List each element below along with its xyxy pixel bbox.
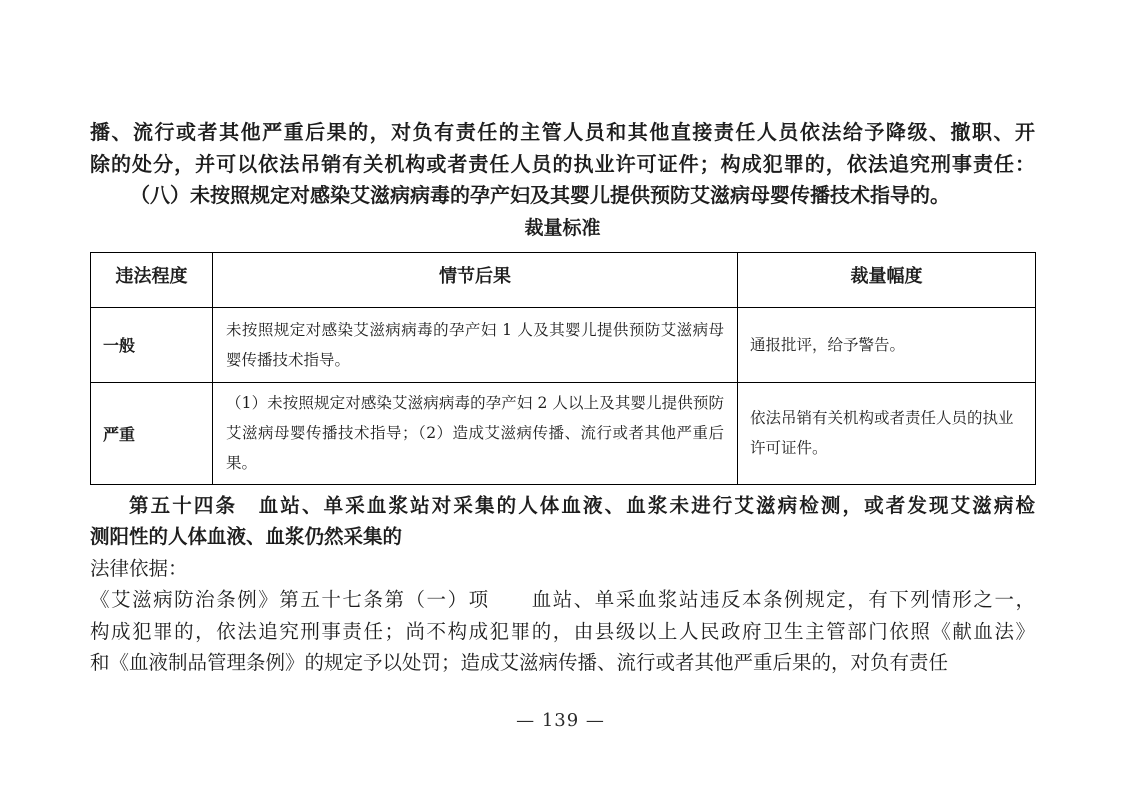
cell-circumstance-severe: （1）未按照规定对感染艾滋病病毒的孕产妇 2 人以上及其婴儿提供预防艾滋病母婴传播技术指导；（2）造成艾滋病传播、流行或者其他严重后果。 <box>213 382 738 484</box>
legal-text-line-3: 和《血液制品管理条例》的规定予以处罚；造成艾滋病传播、流行或者其他严重后果的，对负有责任 <box>90 651 949 674</box>
article-54-line-2: 测阳性的人体血液、血浆仍然采集的 <box>90 525 403 548</box>
header-circumstance-consequence: 情节后果 <box>213 252 738 307</box>
cell-degree-general: 一般 <box>91 307 213 382</box>
table-heading: 裁量标准 <box>524 217 601 239</box>
page-number: — 139 — <box>516 710 605 731</box>
table-row <box>91 382 1036 484</box>
header-discretion-range: 裁量幅度 <box>738 252 1036 307</box>
intro-line-2: 除的处分，并可以依法吊销有关机构或者责任人员的执业许可证件；构成犯罪的，依法追究刑事责任： <box>90 151 1035 176</box>
discretion-standards-table <box>90 252 1036 485</box>
table-row <box>91 307 1036 382</box>
cell-range-severe: 依法吊销有关机构或者责任人员的执业许可证件。 <box>738 382 1036 484</box>
body-text <box>90 490 1035 679</box>
intro-line-1: 播、流行或者其他严重后果的，对负有责任的主管人员和其他直接责任人员依法给予降级、撤职、开 <box>90 120 1035 144</box>
page-content <box>90 117 1035 679</box>
header-violation-degree: 违法程度 <box>91 252 213 307</box>
legal-text-line-2: 构成犯罪的，依法追究刑事责任；尚不构成犯罪的，由县级以上人民政府卫生主管部门依照《献血法》 <box>90 619 1035 643</box>
cell-circumstance-general: 未按照规定对感染艾滋病病毒的孕产妇 1 人及其婴儿提供预防艾滋病母婴传播技术指导。 <box>213 307 738 382</box>
cell-degree-severe: 严重 <box>91 382 213 484</box>
cell-range-general: 通报批评，给予警告。 <box>738 307 1036 382</box>
intro-paragraph <box>90 117 1035 212</box>
article-54-line-1: 第五十四条 血站、单采血浆站对采集的人体血液、血浆未进行艾滋病检测，或者发现艾滋病检 <box>129 493 1035 517</box>
legal-basis-label: 法律依据： <box>90 556 188 580</box>
legal-text-line-1: 《艾滋病防治条例》第五十七条第（一）项 血站、单采血浆站违反本条例规定，有下列情形之一， <box>90 588 1035 611</box>
intro-line-3: （八）未按照规定对感染艾滋病病毒的孕产妇及其婴儿提供预防艾滋病母婴传播技术指导的。 <box>130 183 950 207</box>
table-header-row <box>91 252 1036 307</box>
